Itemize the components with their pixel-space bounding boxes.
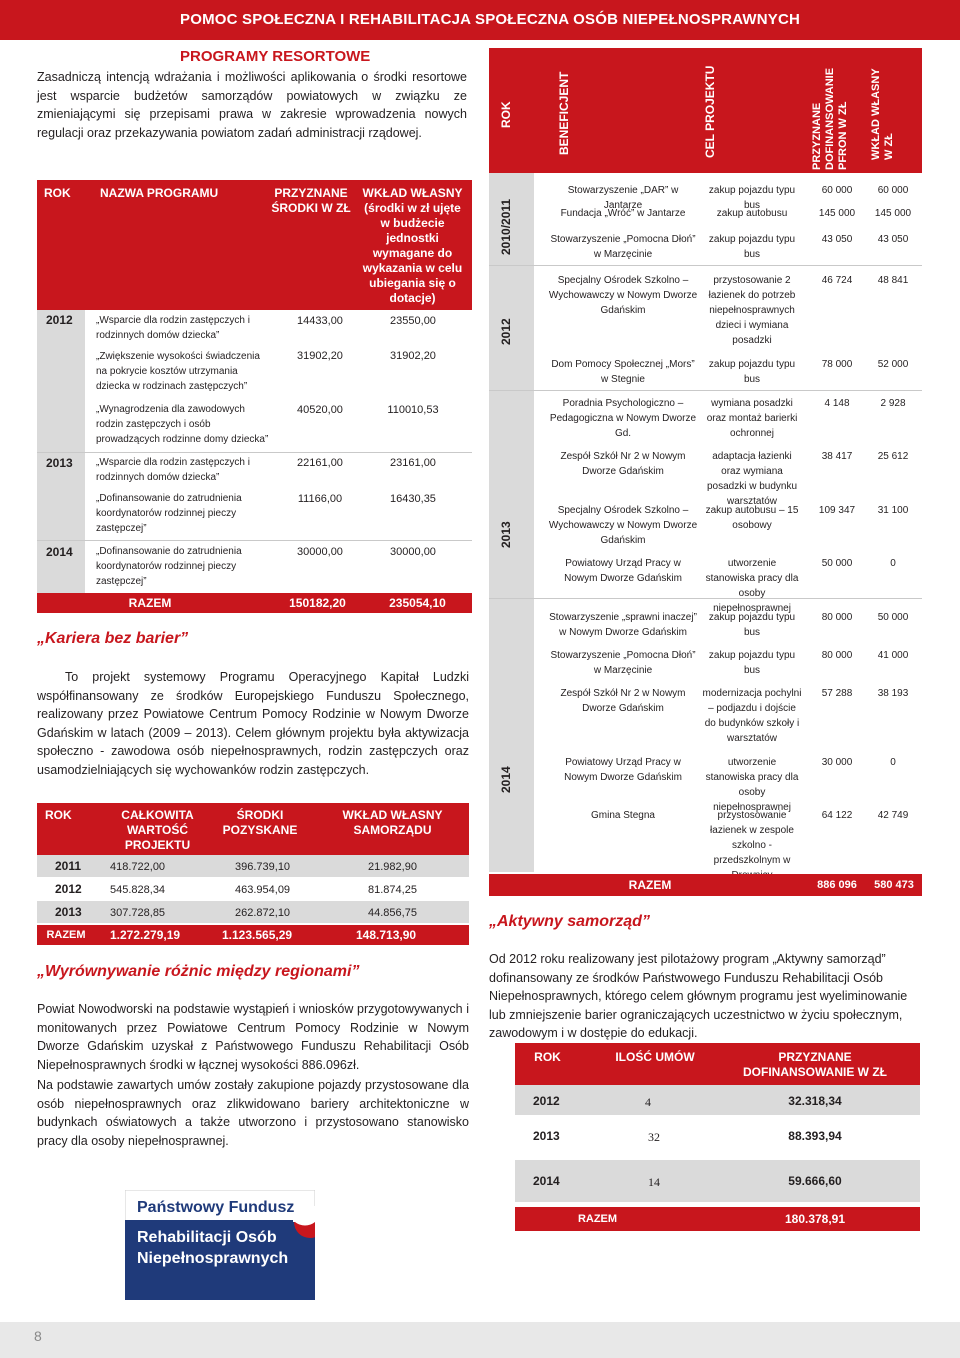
aktywny-year: 2014	[533, 1174, 560, 1188]
kariera-total: 418.722,00	[110, 861, 166, 873]
aktywny-amount: 88.393,94	[788, 1129, 842, 1143]
programs-total-granted: 150182,20	[289, 596, 346, 610]
pfron-amount: 109 347	[818, 505, 856, 516]
pfron-beneficiary: Zespół Szkół Nr 2 w Nowym Dworze Gdańskim	[560, 451, 686, 477]
kariera-own: 44.856,75	[368, 907, 417, 919]
pfron-own: 42 749	[877, 810, 909, 821]
pfron-own: 50 000	[877, 612, 909, 623]
pfron-own: 25 612	[877, 451, 909, 462]
page-number: 8	[34, 1328, 42, 1344]
programs-own: 30000,00	[390, 546, 436, 558]
aktywny-text: Od 2012 roku realizowany jest pilotażowy program „Aktywny samorząd” dofinansowany ze środków Państwowego Funduszu Rehabilitacji Osób Niepełnosprawnych, którego celem głównym programu jest wyeliminowanie lub zmniejszenie barier ograniczających uczestnictwo w życiu społecznym, zawodowym i w dostępie do edukacji.	[489, 952, 908, 1040]
kariera-th-year: ROK	[45, 808, 72, 822]
programs-granted: 31902,20	[297, 350, 343, 362]
pfron-divider	[489, 390, 922, 391]
programs-name: „Wsparcie dla rodzin zastępczych i rodzinnych domów dziecka”	[96, 457, 250, 483]
header-title: POMOC SPOŁECZNA I REHABILITACJA SPOŁECZNA OSÓB NIEPEŁNOSPRAWNYCH	[180, 11, 801, 28]
aktywny-amount: 59.666,60	[788, 1174, 842, 1188]
programs-granted: 22161,00	[297, 457, 343, 469]
programs-th-granted: PRZYZNANE ŚRODKI W ZŁ	[271, 186, 351, 215]
aktywny-amount: 32.318,34	[788, 1094, 842, 1108]
pfron-year-group: 2014	[499, 766, 513, 793]
aktywny-th-amount: PRZYZNANE DOFINANSOWANIE W ZŁ	[743, 1050, 887, 1079]
pfron-amount: 80 000	[821, 612, 853, 623]
pfron-own: 2 928	[880, 398, 906, 409]
pfron-th-goal: CEL PROJEKTU	[703, 65, 717, 158]
kariera-th-total: CAŁKOWITA WARTOŚĆ PROJEKTU	[121, 808, 194, 852]
programs-name: „Wynagrodzenia dla zawodowych rodzin zastępczych i osób prowadzących rodzinne domy dziecka”	[96, 404, 269, 445]
pfron-beneficiary: Zespół Szkół Nr 2 w Nowym Dworze Gdańskim	[560, 688, 686, 714]
pfron-own: 41 000	[877, 650, 909, 661]
kariera-sum-raised: 1.123.565,29	[222, 928, 293, 942]
pfron-own: 38 193	[877, 688, 909, 699]
aktywny-year: 2013	[533, 1129, 560, 1143]
pfron-amount: 43 050	[821, 234, 853, 245]
pfron-goal: zakup autobusu	[716, 208, 788, 219]
pfron-own: 43 050	[877, 234, 909, 245]
pfron-beneficiary: Stowarzyszenie „DAR” w Jantarze	[567, 185, 679, 211]
pfron-beneficiary: Dom Pomocy Społecznej „Mors” w Stegnie	[551, 359, 695, 385]
pfron-own: 0	[890, 558, 896, 569]
pfron-goal: zakup pojazdu typu bus	[708, 185, 796, 211]
pfron-divider	[489, 265, 922, 266]
programs-year: 2012	[46, 313, 73, 327]
aktywny-th-count: ILOŚĆ UMÓW	[615, 1050, 695, 1064]
pfron-total-label: RAZEM	[628, 878, 672, 892]
aktywny-total-amount: 180.378,91	[784, 1212, 846, 1226]
programs-name: „Zwiększenie wysokości świadczenia na pokrycie kosztów utrzymania dziecka w rodzinach zastępczych”	[96, 351, 260, 392]
kariera-title: „Kariera bez barier”	[37, 630, 189, 647]
pfron-logo-line2: Rehabilitacji Osób	[137, 1229, 277, 1246]
programs-th-year: ROK	[44, 186, 71, 200]
pfron-year-group: 2013	[499, 521, 513, 548]
pfron-goal: zakup pojazdu typu bus	[708, 650, 796, 676]
pfron-goal: utworzenie stanowiska pracy dla osoby niepełnosprawnej	[705, 757, 799, 813]
pfron-goal: zakup pojazdu typu bus	[708, 612, 796, 638]
pfron-amount: 60 000	[821, 185, 853, 196]
pfron-beneficiary: Powiatowy Urząd Pracy w Nowym Dworze Gdańskim	[564, 757, 682, 783]
kariera-sum-own: 148.713,90	[356, 928, 417, 942]
pfron-beneficiary: Specjalny Ośrodek Szkolno – Wychowawczy w Nowym Dworze Gdańskim	[548, 275, 698, 316]
pfron-amount: 4 148	[824, 398, 850, 409]
pfron-goal: wymiana posadzki oraz montaż barierki ochronnej	[706, 398, 798, 439]
programs-year: 2014	[46, 545, 73, 559]
pfron-beneficiary: Powiatowy Urząd Pracy w Nowym Dworze Gdańskim	[564, 558, 682, 584]
pfron-goal: adaptacja łazienki oraz wymiana posadzki w budynku warsztatów	[706, 451, 798, 507]
kariera-raised: 463.954,09	[235, 884, 291, 896]
programs-granted: 30000,00	[297, 546, 343, 558]
programs-divider-2014	[37, 540, 472, 541]
aktywny-total-label: RAZEM	[577, 1213, 618, 1225]
aktywny-year: 2012	[533, 1094, 560, 1108]
kariera-th-own: WKŁAD WŁASNY SAMORZĄDU	[342, 808, 443, 837]
programs-th-own: WKŁAD WŁASNY	[362, 186, 463, 200]
pfron-amount: 64 122	[821, 810, 853, 821]
kariera-year: 2011	[55, 859, 82, 873]
pfron-beneficiary: Stowarzyszenie „Pomocna Dłoń” w Marzęcinie	[550, 234, 696, 260]
pfron-beneficiary: Poradnia Psychologiczno – Pedagogiczna w Nowym Dworze Gd.	[549, 398, 697, 439]
pfron-beneficiary: Gmina Stegna	[591, 810, 655, 821]
programs-th-own-note: (środki w zł ujęte w budżecie jednostki wymagane do wykazania w celu ubiegania się o dotacje)	[362, 201, 463, 305]
pfron-beneficiary: Stowarzyszenie „sprawni inaczej” w Nowym Dworze Gdańskim	[549, 612, 697, 638]
pfron-year-group: 2012	[499, 318, 513, 345]
aktywny-count: 14	[648, 1175, 660, 1189]
pfron-year-group: 2010/2011	[499, 198, 513, 255]
pfron-logo	[125, 1190, 315, 1300]
pfron-amount: 46 724	[821, 275, 853, 286]
kariera-total: 545.828,34	[110, 884, 166, 896]
kariera-sum-label: RAZEM	[46, 929, 86, 941]
pfron-th-beneficiary: BENEFICJENT	[557, 71, 571, 155]
pfron-goal: przystosowanie łazienek w zespole szkolno - przedszkolnym w	[710, 810, 794, 866]
programs-own: 23550,00	[390, 315, 436, 327]
pfron-amount: 80 000	[821, 650, 853, 661]
header-band	[0, 0, 960, 40]
pfron-goal: przystosowanie 2 łazienek do potrzeb niepełnosprawnych dzieci i wymiana posadzki	[708, 275, 796, 346]
programs-own: 23161,00	[390, 457, 436, 469]
pfron-th-year: ROK	[499, 101, 513, 128]
wyrownywanie-title: „Wyrównywanie różnic między regionami”	[37, 963, 360, 980]
aktywny-count: 32	[648, 1130, 660, 1144]
footer-band	[0, 1322, 960, 1358]
programs-name: „Dofinansowanie do zatrudnienia koordynatorów rodzinnej pieczy zastępczej”	[96, 493, 242, 534]
programs-th-name: NAZWA PROGRAMU	[100, 186, 219, 200]
programs-own: 110010,53	[387, 404, 439, 416]
programs-granted: 11166,00	[297, 493, 343, 505]
pfron-beneficiary: Fundacja „Wróć” w Jantarze	[560, 208, 686, 219]
pfron-amount: 57 288	[821, 688, 853, 699]
pfron-beneficiary: Stowarzyszenie „Pomocna Dłoń” w Marzęcinie	[550, 650, 696, 676]
programs-title: PROGRAMY RESORTOWE	[180, 48, 371, 65]
pfron-own: 52 000	[877, 359, 909, 370]
pfron-goal: zakup pojazdu typu bus	[708, 359, 796, 385]
pfron-amount: 38 417	[821, 451, 853, 462]
wyrownywanie-p1: Powiat Nowodworski na podstawie wystąpień i wniosków przygotowywanych i monitowanych przez Powiatowe Centrum Pomocy Rodzinie w Nowym Dworze Gdańskim uzyskał z Państwowego Funduszu Rehabilitacji Osób Niepełnosprawnych środki w łącznej wysokości 886.096zł.	[37, 1002, 469, 1072]
pfron-own: 145 000	[874, 208, 912, 219]
kariera-own: 81.874,25	[368, 884, 417, 896]
pfron-own: 60 000	[877, 185, 909, 196]
programs-year: 2013	[46, 456, 73, 470]
aktywny-count: 4	[645, 1095, 651, 1109]
kariera-total: 307.728,85	[110, 907, 166, 919]
pfron-logo-line3: Niepełnosprawnych	[137, 1250, 289, 1267]
pfron-own: 0	[890, 757, 896, 768]
programs-name: „Wsparcie dla rodzin zastępczych i rodzinnych domów dziecka”	[96, 315, 250, 341]
pfron-own: 31 100	[877, 505, 909, 516]
pfron-amount: 30 000	[821, 757, 853, 768]
programs-divider-2013	[37, 452, 472, 453]
programs-intro: Zasadniczą intencją wdrażania i możliwości aplikowania o środki resortowe jest wsparcie budżetów samorządów powiatowych w związku ze zmieniającymi się przepisami prawa w zakresie wprowadzenia nowych regulacji oraz przekazywania powiatom zadań administracji rządowej.	[37, 70, 467, 140]
pfron-goal: modernizacja pochylni – podjazdu i dojście do budynków szkoły i warsztatów	[702, 688, 802, 744]
programs-total-own: 235054,10	[389, 596, 446, 610]
aktywny-th-year: ROK	[534, 1050, 561, 1064]
programs-own: 16430,35	[390, 493, 436, 505]
programs-name: „Dofinansowanie do zatrudnienia koordynatorów rodzinnej pieczy zastępczej”	[96, 546, 242, 587]
kariera-own: 21.982,90	[368, 861, 417, 873]
pfron-own: 48 841	[877, 275, 909, 286]
kariera-raised: 396.739,10	[235, 861, 291, 873]
aktywny-title: „Aktywny samorząd”	[489, 913, 650, 930]
kariera-text: To projekt systemowy Programu Operacyjnego Kapitał Ludzki współfinansowany ze środków Europejskiego Funduszu Społecznego, realizowany przez Powiatowe Centrum Pomocy Rodzinie w Nowym Dworze Gdańskim w latach (2009 – 2013). Celem głównym projektu była aktywizacja społeczno - zawodowa osób niepełnosprawnych, rodzin zastępczych oraz usamodzielniających się wychowanków rodzin zastępczych.	[37, 670, 469, 777]
kariera-th-raised: ŚRODKI POZYSKANE	[222, 808, 298, 837]
pfron-goal: zakup pojazdu typu bus	[708, 234, 796, 260]
wyrownywanie-p2: Na podstawie zawartych umów zostały zakupione pojazdy przystosowane dla osób niepełnosprawnych oraz zlikwidowano bariery architektoniczne w budynkach oświatowych a także utworzono i przystosowano stanowisko pracy dla osoby niepełnosprawnej.	[37, 1078, 469, 1148]
pfron-amount: 50 000	[821, 558, 853, 569]
kariera-sum-total: 1.272.279,19	[110, 928, 181, 942]
pfron-total-amount: 886 096	[817, 879, 857, 891]
pfron-th-pfron: PRZYZNANE DOFINANSOWANIE PFRON W ZŁ	[811, 67, 849, 170]
programs-granted: 40520,00	[297, 404, 343, 416]
pfron-beneficiary: Specjalny Ośrodek Szkolno – Wychowawczy w Nowym Dworze Gdańskim	[548, 505, 698, 546]
kariera-year: 2012	[55, 882, 82, 896]
kariera-raised: 262.872,10	[235, 907, 291, 919]
kariera-year: 2013	[55, 905, 82, 919]
pfron-goal: zakup autobusu – 15 osobowy	[705, 505, 799, 531]
pfron-goal: utworzenie stanowiska pracy dla osoby niepełnosprawnej	[705, 558, 799, 614]
pfron-amount: 78 000	[821, 359, 853, 370]
pfron-th-own: WKŁAD WŁASNY W ZŁ	[870, 68, 895, 160]
programs-total-label: RAZEM	[128, 596, 172, 610]
programs-own: 31902,20	[390, 350, 436, 362]
pfron-total-own: 580 473	[874, 879, 914, 891]
programs-granted: 14433,00	[297, 315, 343, 327]
pfron-logo-line1: Państwowy Fundusz	[137, 1199, 295, 1216]
pfron-amount: 145 000	[818, 208, 856, 219]
